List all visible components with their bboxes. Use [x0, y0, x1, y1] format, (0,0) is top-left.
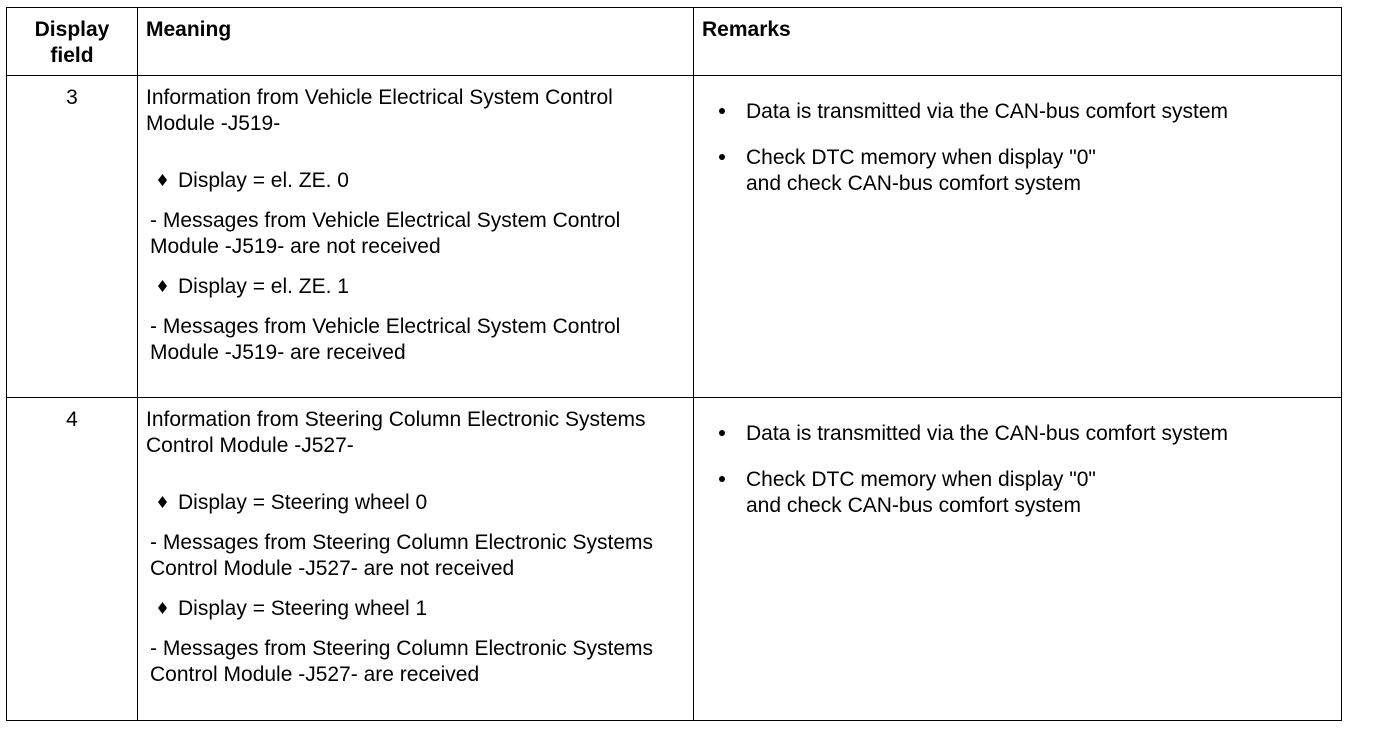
remarks-cell	[694, 398, 1342, 721]
display-option-label: Display = el. ZE. 1	[178, 275, 349, 298]
display-option-message: - Messages from Vehicle Electrical System Control Module -J519- are not received	[150, 209, 621, 258]
remark-item	[714, 467, 1341, 519]
bullet-icon	[719, 154, 725, 160]
display-option	[154, 596, 687, 622]
meaning-cell	[138, 398, 694, 721]
meaning-cell	[138, 76, 694, 398]
meaning-intro: Information from Steering Column Electronic Systems Control Module -J527-	[146, 408, 646, 457]
display-option	[154, 168, 687, 194]
meaning-intro: Information from Vehicle Electrical System Control Module -J519-	[146, 86, 613, 135]
remark-item	[714, 99, 1341, 125]
display-option-label: Display = Steering wheel 0	[178, 491, 428, 514]
table-row	[7, 76, 1342, 398]
table-row	[7, 398, 1342, 721]
remark-item	[714, 145, 1341, 197]
header-display-field-label: Display field	[34, 18, 110, 67]
remark-text: Data is transmitted via the CAN-bus comfort system	[746, 100, 1228, 123]
display-option-message: - Messages from Vehicle Electrical System Control Module -J519- are received	[150, 315, 621, 364]
remark-item	[714, 421, 1341, 447]
diamond-bullet-icon	[158, 280, 167, 292]
display-field-number: 4	[7, 398, 138, 721]
remark-text: Data is transmitted via the CAN-bus comfort system	[746, 422, 1228, 445]
display-field-table	[6, 7, 1342, 721]
bullet-icon	[719, 476, 725, 482]
display-option	[154, 274, 687, 300]
remark-text: Check DTC memory when display "0" and check CAN-bus comfort system	[746, 468, 1096, 517]
remark-text: Check DTC memory when display "0" and check CAN-bus comfort system	[746, 146, 1096, 195]
header-remarks-label: Remarks	[702, 18, 791, 41]
display-option-label: Display = el. ZE. 0	[178, 169, 349, 192]
diamond-bullet-icon	[158, 602, 167, 614]
display-option-label: Display = Steering wheel 1	[178, 597, 428, 620]
display-field-number: 3	[7, 76, 138, 398]
header-display-field	[7, 8, 138, 76]
header-meaning-label: Meaning	[146, 18, 232, 41]
diamond-bullet-icon	[158, 496, 167, 508]
diamond-bullet-icon	[158, 174, 167, 186]
bullet-icon	[719, 108, 725, 114]
header-meaning	[138, 8, 694, 76]
header-row	[7, 8, 1342, 76]
display-option	[154, 490, 687, 516]
display-option-message: - Messages from Steering Column Electronic Systems Control Module -J527- are received	[150, 637, 654, 686]
display-option-message: - Messages from Steering Column Electronic Systems Control Module -J527- are not received	[150, 531, 654, 580]
bullet-icon	[719, 430, 725, 436]
remarks-cell	[694, 76, 1342, 398]
header-remarks	[694, 8, 1342, 76]
